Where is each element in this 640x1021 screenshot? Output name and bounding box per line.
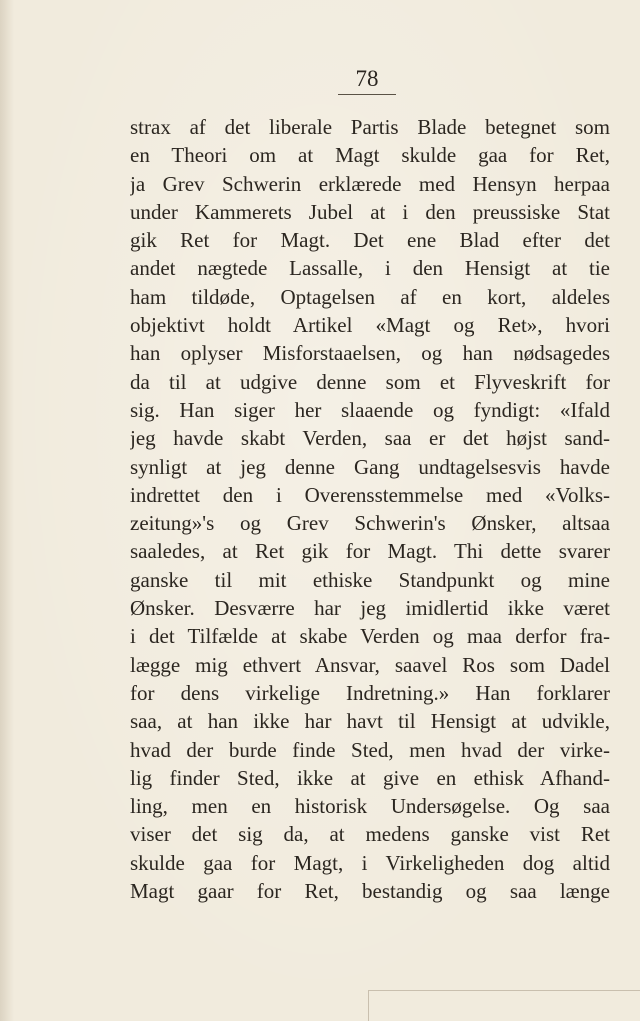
page-number: 78: [338, 66, 396, 95]
text-line: saa, at han ikke har havt til Hensigt at udvikle,: [130, 709, 610, 734]
text-line: lægge mig ethvert Ansvar, saavel Ros som Dadel: [130, 652, 610, 677]
text-line: saaledes, at Ret gik for Magt. Thi dette svarer: [130, 539, 610, 564]
text-line: for dens virkelige Indretning.» Han forklarer: [130, 680, 610, 705]
text-line: jeg havde skabt Verden, saa er det højst sand-: [130, 426, 610, 451]
text-line: Magt gaar for Ret, bestandig og saa længe: [130, 879, 610, 904]
body-text: [130, 113, 610, 905]
text-line: indrettet den i Overensstemmelse med «Volks-: [130, 482, 610, 507]
page-edge-shadow: [0, 0, 14, 1021]
text-line: ganske til mit ethiske Standpunkt og mine: [130, 567, 610, 592]
text-line: Ønsker. Desværre har jeg imidlertid ikke været: [130, 596, 610, 621]
text-line: synligt at jeg denne Gang undtagelsesvis havde: [130, 454, 610, 479]
text-line: viser det sig da, at medens ganske vist Ret: [130, 822, 610, 847]
text-line: ling, men en historisk Undersøgelse. Og saa: [130, 794, 610, 819]
text-line: da til at udgive denne som et Flyveskrift for: [130, 369, 610, 394]
text-line: skulde gaa for Magt, i Virkeligheden dog altid: [130, 850, 610, 875]
text-line: zeitung»'s og Grev Schwerin's Ønsker, altsaa: [130, 511, 610, 536]
scan-edge-line: [368, 990, 640, 991]
text-line: ja Grev Schwerin erklærede med Hensyn herpaa: [130, 171, 610, 196]
text-line: gik Ret for Magt. Det ene Blad efter det: [130, 228, 610, 253]
text-line: under Kammerets Jubel at i den preussiske Stat: [130, 199, 610, 224]
text-line: lig finder Sted, ikke at give en ethisk Afhand-: [130, 765, 610, 790]
text-line: han oplyser Misforstaaelsen, og han nødsagedes: [130, 341, 610, 366]
text-line: ham tildøde, Optagelsen af en kort, aldeles: [130, 284, 610, 309]
text-line: en Theori om at Magt skulde gaa for Ret,: [130, 143, 610, 168]
text-line: objektivt holdt Artikel «Magt og Ret», hvori: [130, 313, 610, 338]
text-line: i det Tilfælde at skabe Verden og maa derfor fra-: [130, 624, 610, 649]
text-line: strax af det liberale Partis Blade betegnet som: [130, 115, 610, 139]
text-line: sig. Han siger her slaaende og fyndigt: «Ifald: [130, 397, 610, 422]
text-line: andet nægtede Lassalle, i den Hensigt at tie: [130, 256, 610, 281]
text-line: hvad der burde finde Sted, men hvad der virke-: [130, 737, 610, 762]
scan-edge-line: [368, 990, 369, 1021]
